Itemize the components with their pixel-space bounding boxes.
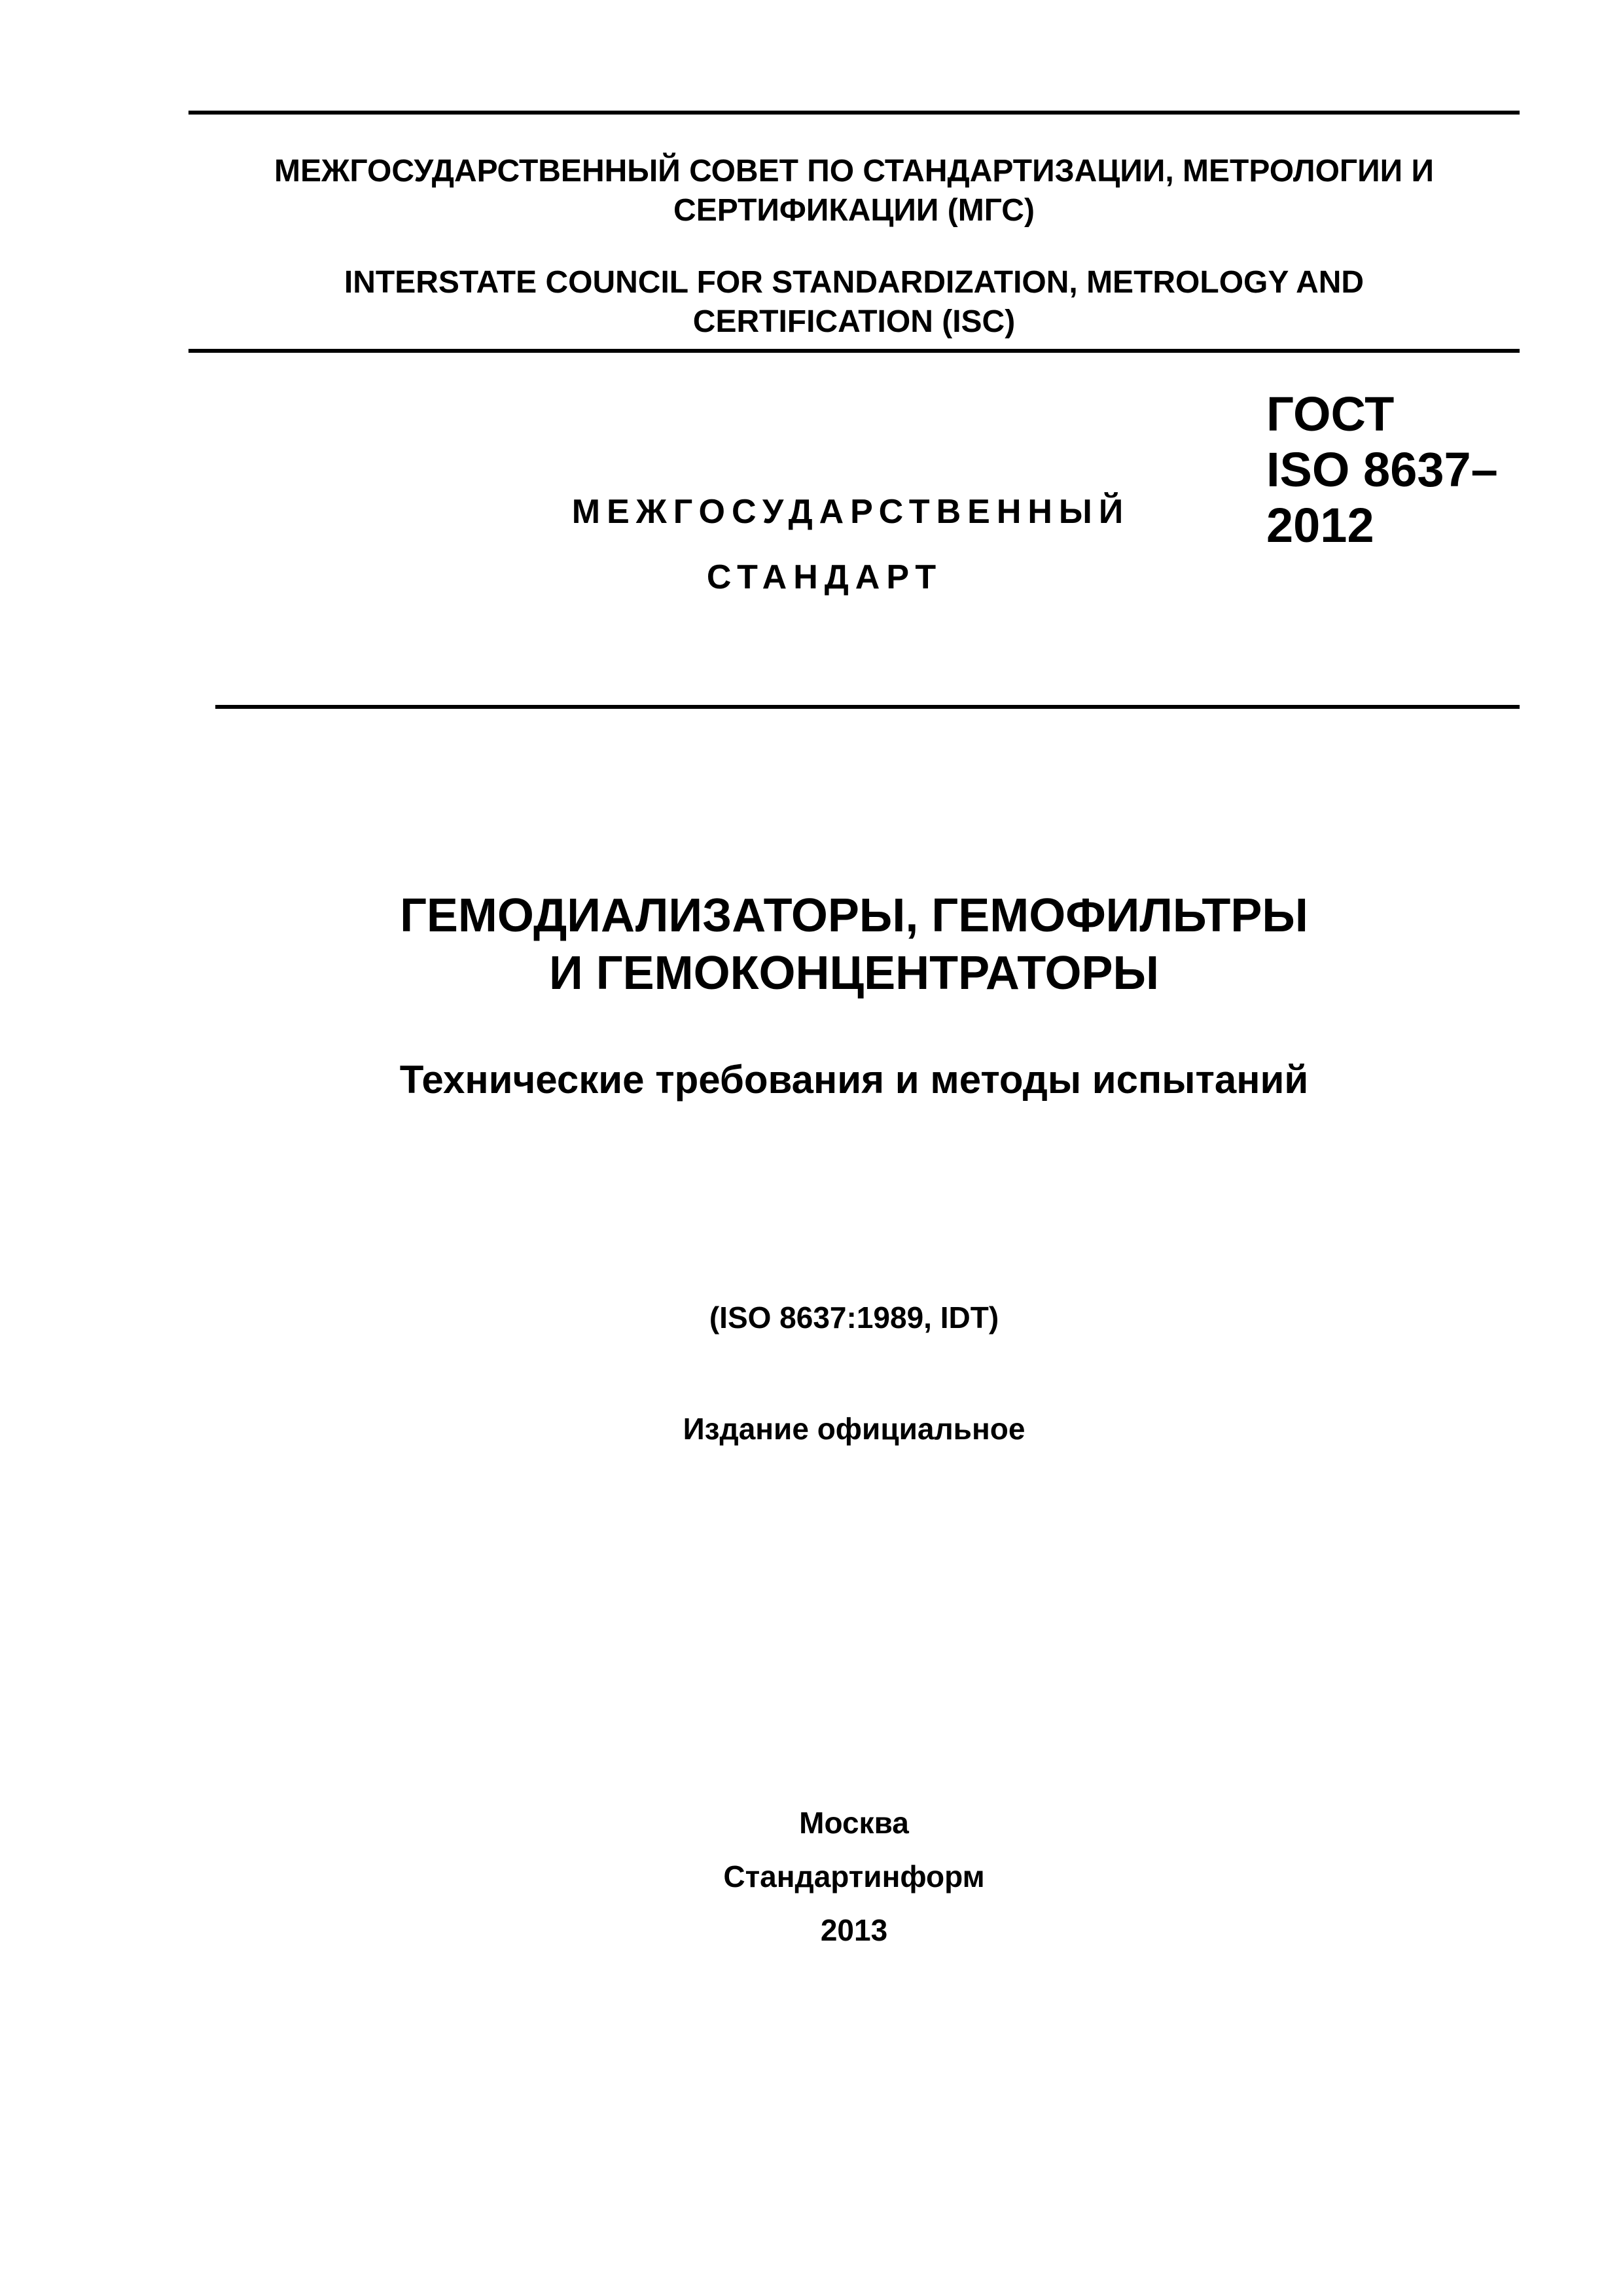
- designation-line-3: 2012: [1266, 498, 1374, 552]
- title-line-1: ГЕМОДИАЛИЗАТОРЫ, ГЕМОФИЛЬТРЫ: [400, 889, 1308, 942]
- header-bottom-divider: [215, 705, 1520, 709]
- council-en-line-2: CERTIFICATION (ISC): [692, 304, 1016, 339]
- standard-kind-line-2: СТАНДАРТ: [706, 558, 943, 596]
- council-en-line-1: INTERSTATE COUNCIL FOR STANDARDIZATION, METROLOGY AND: [344, 265, 1364, 300]
- document-subtitle: Технические требования и методы испытаний: [399, 1058, 1309, 1102]
- edition-note: Издание официальное: [683, 1412, 1026, 1446]
- title-line-2: И ГЕМОКОНЦЕНТРАТОРЫ: [549, 947, 1159, 999]
- iso-reference: (ISO 8637:1989, IDT): [709, 1300, 999, 1335]
- council-ru-line-1: МЕЖГОСУДАРСТВЕННЫЙ СОВЕТ ПО СТАНДАРТИЗАЦИИ, МЕТРОЛОГИИ И: [274, 154, 1434, 188]
- middle-divider: [188, 349, 1520, 353]
- designation-line-2: ISO 8637–: [1266, 442, 1498, 497]
- imprint-city: Москва: [799, 1806, 909, 1840]
- imprint-year: 2013: [820, 1913, 888, 1947]
- designation-line-1: ГОСТ: [1266, 387, 1395, 441]
- document-title: [188, 887, 1520, 1002]
- standard-designation: [1266, 386, 1498, 553]
- council-name-russian: [188, 152, 1520, 230]
- council-ru-line-2: СЕРТИФИКАЦИИ (МГС): [673, 193, 1035, 228]
- standard-kind-line-1: МЕЖГОСУДАРСТВЕННЫЙ: [571, 493, 1130, 531]
- top-divider: [188, 111, 1520, 115]
- council-name-english: [188, 263, 1520, 342]
- imprint-publisher: Стандартинформ: [723, 1859, 985, 1893]
